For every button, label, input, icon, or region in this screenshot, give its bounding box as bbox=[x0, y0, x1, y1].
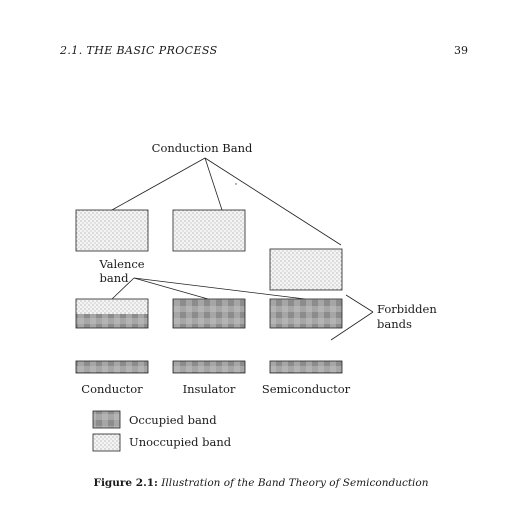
legend-unoccupied-label: Unoccupied band bbox=[129, 435, 232, 449]
insulator-lower-band bbox=[173, 361, 245, 373]
conduction-line-insulator bbox=[205, 158, 222, 210]
caption-text: Illustration of the Band Theory of Semiconduction bbox=[161, 477, 429, 489]
forbidden-line-upper bbox=[346, 295, 373, 312]
insulator-valence-band bbox=[173, 299, 245, 328]
conduction-line-conductor bbox=[112, 158, 205, 210]
conduction-band-label: Conduction Band bbox=[151, 141, 253, 155]
conductor-conduction-band bbox=[76, 210, 148, 251]
stray-dot bbox=[235, 183, 236, 184]
page-number: 39 bbox=[454, 44, 468, 57]
legend-unoccupied-swatch bbox=[93, 434, 120, 451]
valence-line-insulator bbox=[134, 278, 208, 299]
forbidden-label-line1: Forbidden bbox=[377, 302, 437, 316]
column-label-conductor: Conductor bbox=[81, 382, 143, 396]
section-header: 2.1. THE BASIC PROCESS bbox=[60, 44, 218, 57]
column-label-insulator: Insulator bbox=[182, 382, 236, 396]
column-label-semiconductor: Semiconductor bbox=[261, 382, 351, 396]
conductor-valence-unoccupied bbox=[76, 299, 148, 314]
insulator-conduction-band bbox=[173, 210, 245, 251]
legend-occupied-swatch bbox=[93, 411, 120, 428]
valence-label-line2: band bbox=[99, 271, 129, 285]
forbidden-label-line2: bands bbox=[377, 317, 412, 331]
valence-label-line1: Valence bbox=[99, 257, 145, 271]
semiconductor-conduction-band bbox=[270, 249, 342, 290]
caption-number: Figure 2.1: bbox=[93, 477, 158, 489]
figure-caption bbox=[0, 477, 522, 489]
conductor-lower-band bbox=[76, 361, 148, 373]
semiconductor-valence-band bbox=[270, 299, 342, 328]
semiconductor-lower-band bbox=[270, 361, 342, 373]
conductor-valence-occupied bbox=[76, 314, 148, 328]
legend-occupied-label: Occupied band bbox=[129, 413, 217, 427]
